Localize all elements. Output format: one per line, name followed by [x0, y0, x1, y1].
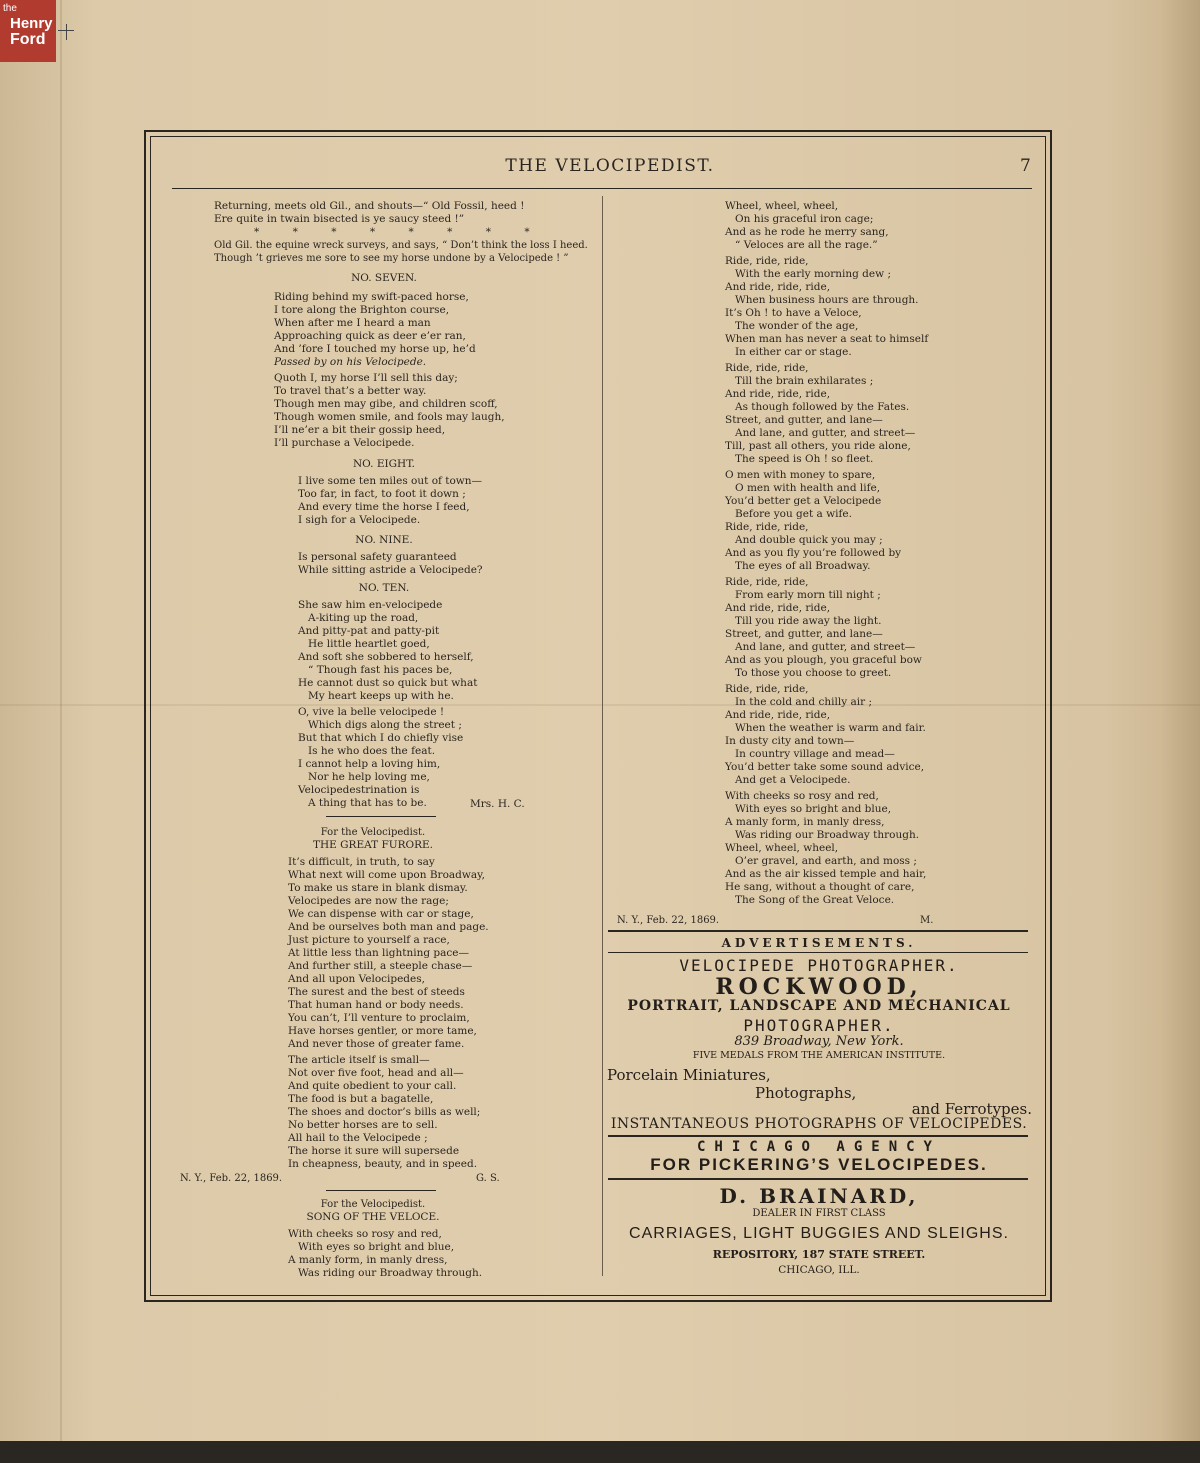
poem-line: And double quick you may ;: [735, 534, 883, 546]
asterisk-divider: * * * * * * * *: [254, 226, 530, 238]
poem-line: And be ourselves both man and page.: [288, 921, 489, 933]
poem-line: From early morn till night ;: [735, 589, 881, 601]
poem-line: Approaching quick as deer e’er ran,: [274, 330, 466, 342]
poem-line: Not over five foot, head and all—: [288, 1067, 464, 1079]
poem-line: While sitting astride a Velocipede?: [298, 564, 483, 576]
page-title: THE VELOCIPEDIST.: [505, 156, 715, 176]
poem-line: Nor he help loving me,: [308, 771, 430, 783]
poem-line: In either car or stage.: [735, 346, 852, 358]
poem-line: Ride, ride, ride,: [725, 255, 809, 267]
signature: Mrs. H. C.: [470, 798, 525, 810]
poem-line: O men with health and life,: [735, 482, 881, 494]
poem-line: The eyes of all Broadway.: [735, 560, 871, 572]
signature: M.: [920, 915, 934, 926]
poem-line: When business hours are through.: [735, 294, 919, 306]
header-rule: [172, 188, 1032, 189]
no-ten-section: [298, 582, 548, 810]
poem-line: Though men may gibe, and children scoff,: [274, 398, 498, 410]
poem-line: In country village and mead—: [735, 748, 895, 760]
poem-line: Ere quite in twain bisected is ye saucy steed !”: [214, 213, 465, 225]
rockwood-services: PORTRAIT, LANDSCAPE AND MECHANICAL: [627, 998, 1011, 1014]
poem-line: Street, and gutter, and lane—: [725, 414, 883, 426]
poem-line: The Song of the Great Veloce.: [735, 894, 895, 906]
poem-line: The food is but a bagatelle,: [288, 1093, 434, 1105]
ads-rule: [608, 1135, 1028, 1137]
poem-line: And lane, and gutter, and street—: [735, 427, 916, 439]
poem-line: When the weather is warm and fair.: [735, 722, 926, 734]
poem-line: And get a Velocipede.: [735, 774, 851, 786]
poem-line: The wonder of the age,: [735, 320, 859, 332]
brainard-repository: REPOSITORY, 187 STATE STREET.: [712, 1248, 926, 1261]
intro-block: [214, 200, 594, 265]
poem-line: O’er gravel, and earth, and moss ;: [735, 855, 917, 867]
poem-line: In the cold and chilly air ;: [735, 696, 872, 708]
poem-line: When man has never a seat to himself: [725, 333, 929, 345]
poem-line: As though followed by the Fates.: [735, 401, 910, 413]
poem-line: And as you plough, you graceful bow: [725, 654, 922, 666]
poem-line: A-kiting up the road,: [308, 612, 419, 624]
poem-line: Too far, in fact, to foot it down ;: [298, 488, 466, 500]
chicago-agency: CHICAGO AGENCY: [696, 1139, 941, 1155]
poem-line: Have horses gentler, or more tame,: [288, 1025, 477, 1037]
poem-line: It’s Oh ! to have a Veloce,: [725, 307, 862, 319]
poem-line: Old Gil. the equine wreck surveys, and says, “ Don’t think the loss I heed.: [214, 240, 588, 251]
scan-shadow: [1160, 0, 1200, 1463]
rockwood-porcelain: Porcelain Miniatures,: [607, 1066, 771, 1084]
poem-line: I’ll ne’er a bit their gossip heed,: [274, 424, 446, 436]
poem-line: My heart keeps up with he.: [308, 690, 454, 702]
poem-line: And further still, a steeple chase—: [288, 960, 473, 972]
poem-line: To those you choose to greet.: [735, 667, 892, 679]
poem-line: The shoes and doctor’s bills as well;: [288, 1106, 481, 1118]
poem-line: You can’t, I’ll venture to proclaim,: [288, 1012, 470, 1024]
poem-line: I tore along the Brighton course,: [274, 304, 450, 316]
poem-line: With cheeks so rosy and red,: [288, 1228, 442, 1240]
poem-line: With cheeks so rosy and red,: [725, 790, 879, 802]
poem-line: He cannot dust so quick but what: [298, 677, 478, 689]
song-continued: [725, 200, 1025, 907]
poem-line: Though women smile, and fools may laugh,: [274, 411, 505, 423]
ads-heading: ADVERTISEMENTS.: [721, 936, 917, 950]
poem-line: It’s difficult, in truth, to say: [288, 856, 435, 868]
rockwood-medals: FIVE MEDALS FROM THE AMERICAN INSTITUTE.: [692, 1050, 946, 1061]
poem-line: And all upon Velocipedes,: [288, 973, 425, 985]
no-seven-section: [274, 272, 574, 450]
poem-line: Ride, ride, ride,: [725, 576, 809, 588]
poem-line: And ride, ride, ride,: [725, 388, 831, 400]
rockwood-address: 839 Broadway, New York.: [734, 1034, 904, 1049]
poem-line: “ Veloces are all the rage.”: [735, 239, 878, 251]
poem-line: O, vive la belle velocipede !: [298, 706, 445, 718]
poem-line: And every time the horse I feed,: [298, 501, 470, 513]
section-heading: NO. TEN.: [358, 582, 410, 594]
song-section: [288, 1198, 588, 1280]
poem-line: On his graceful iron cage;: [735, 213, 874, 225]
for-line: For the Velocipedist.: [320, 1199, 426, 1210]
rockwood-photographer: PHOTOGRAPHER.: [743, 1016, 895, 1035]
poem-line: That human hand or body needs.: [288, 999, 464, 1011]
poem-line: Is personal safety guaranteed: [298, 551, 457, 563]
poem-line: We can dispense with car or stage,: [288, 908, 474, 920]
poem-line: And as he rode he merry sang,: [725, 226, 889, 238]
poem-line: With eyes so bright and blue,: [735, 803, 892, 815]
poem-line: Till the brain exhilarates ;: [735, 375, 874, 387]
dateline: N. Y., Feb. 22, 1869.: [617, 915, 720, 926]
poem-line: With eyes so bright and blue,: [298, 1241, 455, 1253]
poem-line: In dusty city and town—: [725, 735, 855, 747]
pickering-line: FOR PICKERING’S VELOCIPEDES.: [650, 1155, 988, 1174]
poem-line: Velocipedestrination is: [298, 784, 420, 796]
poem-line: I cannot help a loving him,: [298, 758, 441, 770]
poem-line: Wheel, wheel, wheel,: [725, 200, 839, 212]
for-line: For the Velocipedist.: [320, 827, 426, 838]
poem-line: Passed by on his Velocipede.: [274, 356, 427, 368]
poem-line: Which digs along the street ;: [308, 719, 462, 731]
poem-line: Is he who does the feat.: [308, 745, 436, 757]
poem-line: The surest and the best of steeds: [288, 986, 465, 998]
poem-line: Street, and gutter, and lane—: [725, 628, 883, 640]
poem-line: Velocipedes are now the rage;: [288, 895, 449, 907]
paper-fold-line: [60, 0, 62, 1463]
section-rule: [326, 1190, 436, 1191]
poem-line: O men with money to spare,: [725, 469, 876, 481]
poem-title: SONG OF THE VELOCE.: [306, 1211, 440, 1223]
poem-line: And soft she sobbered to herself,: [298, 651, 474, 663]
poem-line: Till you ride away the light.: [735, 615, 882, 627]
section-rule: [326, 816, 436, 817]
poem-line: What next will come upon Broadway,: [288, 869, 486, 881]
ads-rule-top: [608, 930, 1028, 932]
poem-line: At little less than lightning pace—: [288, 947, 469, 959]
brainard-dealer: DEALER IN FIRST CLASS: [752, 1208, 886, 1219]
ads-rule: [608, 952, 1028, 953]
dateline: N. Y., Feb. 22, 1869.: [180, 1173, 283, 1184]
poem-line: Ride, ride, ride,: [725, 683, 809, 695]
poem-line: And ride, ride, ride,: [725, 709, 831, 721]
poem-title: THE GREAT FURORE.: [312, 839, 434, 851]
poem-line: A thing that has to be.: [308, 797, 427, 809]
poem-line: To travel that’s a better way.: [274, 385, 427, 397]
no-nine-section: [298, 534, 578, 577]
poem-line: Riding behind my swift-paced horse,: [274, 291, 469, 303]
poem-line: And as you fly you’re followed by: [725, 547, 902, 559]
poem-line: And never those of greater fame.: [288, 1038, 465, 1050]
poem-line: Quoth I, my horse I’ll sell this day;: [274, 372, 458, 384]
no-eight-section: [298, 458, 578, 527]
furore-section: [288, 826, 588, 1171]
column-divider: [602, 196, 603, 1276]
section-heading: NO. EIGHT.: [352, 458, 415, 470]
poem-line: He sang, without a thought of care,: [725, 881, 915, 893]
rockwood-photographs: Photographs,: [755, 1084, 857, 1102]
poem-line: Ride, ride, ride,: [725, 521, 809, 533]
henry-ford-logo: the Henry Ford: [0, 0, 56, 62]
poem-line: And ’fore I touched my horse up, he’d: [274, 343, 476, 355]
rockwood-instantaneous: INSTANTANEOUS PHOTOGRAPHS OF VELOCIPEDES.: [610, 1116, 1028, 1132]
brainard-goods: CARRIAGES, LIGHT BUGGIES AND SLEIGHS.: [629, 1225, 1009, 1242]
poem-line: Was riding our Broadway through.: [735, 829, 920, 841]
rockwood-tagline: VELOCIPEDE PHOTOGRAPHER.: [679, 956, 959, 975]
poem-line: I sigh for a Velocipede.: [298, 514, 421, 526]
poem-line: Returning, meets old Gil., and shouts—“ Old Fossil, heed !: [214, 200, 525, 212]
poem-line: A manly form, in manly dress,: [725, 816, 885, 828]
poem-line: And as the air kissed temple and hair,: [725, 868, 927, 880]
rockwood-ferrotypes: and Ferrotypes.: [911, 1100, 1032, 1118]
poem-line: Till, past all others, you ride alone,: [725, 440, 911, 452]
poem-line: Though ’t grieves me sore to see my horse undone by a Velocipede ! ”: [214, 253, 569, 264]
poem-line: The article itself is small—: [288, 1054, 430, 1066]
poem-line: I live some ten miles out of town—: [298, 475, 483, 487]
poem-line: And pitty-pat and patty-pit: [298, 625, 440, 637]
poem-line: All hail to the Velocipede ;: [288, 1132, 428, 1144]
poem-line: Before you get a wife.: [735, 508, 852, 520]
scan-bottom-edge: [0, 1441, 1200, 1463]
poem-line: Wheel, wheel, wheel,: [725, 842, 839, 854]
brainard-name: D. BRAINARD,: [719, 1184, 919, 1208]
poem-line: Just picture to yourself a race,: [288, 934, 450, 946]
poem-line: And quite obedient to your call.: [288, 1080, 457, 1092]
poem-line: You’d better get a Velocipede: [725, 495, 882, 507]
section-heading: NO. NINE.: [355, 534, 413, 546]
poem-line: With the early morning dew ;: [735, 268, 891, 280]
ads-rule: [608, 1178, 1028, 1180]
poem-line: No better horses are to sell.: [288, 1119, 438, 1131]
signature: G. S.: [476, 1173, 500, 1184]
brainard-city: CHICAGO, ILL.: [778, 1264, 860, 1276]
rockwood-name: ROCKWOOD,: [715, 974, 923, 1000]
poem-line: To make us stare in blank dismay.: [288, 882, 468, 894]
registration-mark: [66, 24, 67, 40]
poem-line: In cheapness, beauty, and in speed.: [288, 1158, 478, 1170]
poem-line: The speed is Oh ! so fleet.: [735, 453, 874, 465]
poem-line: The horse it sure will supersede: [288, 1145, 460, 1157]
poem-line: And ride, ride, ride,: [725, 281, 831, 293]
section-heading: NO. SEVEN.: [351, 272, 417, 284]
poem-line: And lane, and gutter, and street—: [735, 641, 916, 653]
poem-line: You’d better take some sound advice,: [725, 761, 925, 773]
poem-line: And ride, ride, ride,: [725, 602, 831, 614]
poem-line: “ Though fast his paces be,: [308, 664, 453, 676]
poem-line: He little heartlet goed,: [308, 638, 430, 650]
poem-line: I’ll purchase a Velocipede.: [274, 437, 415, 449]
poem-line: Ride, ride, ride,: [725, 362, 809, 374]
poem-line: When after me I heard a man: [274, 317, 431, 329]
poem-line: She saw him en-velocipede: [298, 599, 443, 611]
page-number: 7: [1020, 156, 1031, 176]
poem-line: Was riding our Broadway through.: [298, 1267, 483, 1279]
poem-line: A manly form, in manly dress,: [288, 1254, 448, 1266]
poem-line: But that which I do chiefly vise: [298, 732, 464, 744]
